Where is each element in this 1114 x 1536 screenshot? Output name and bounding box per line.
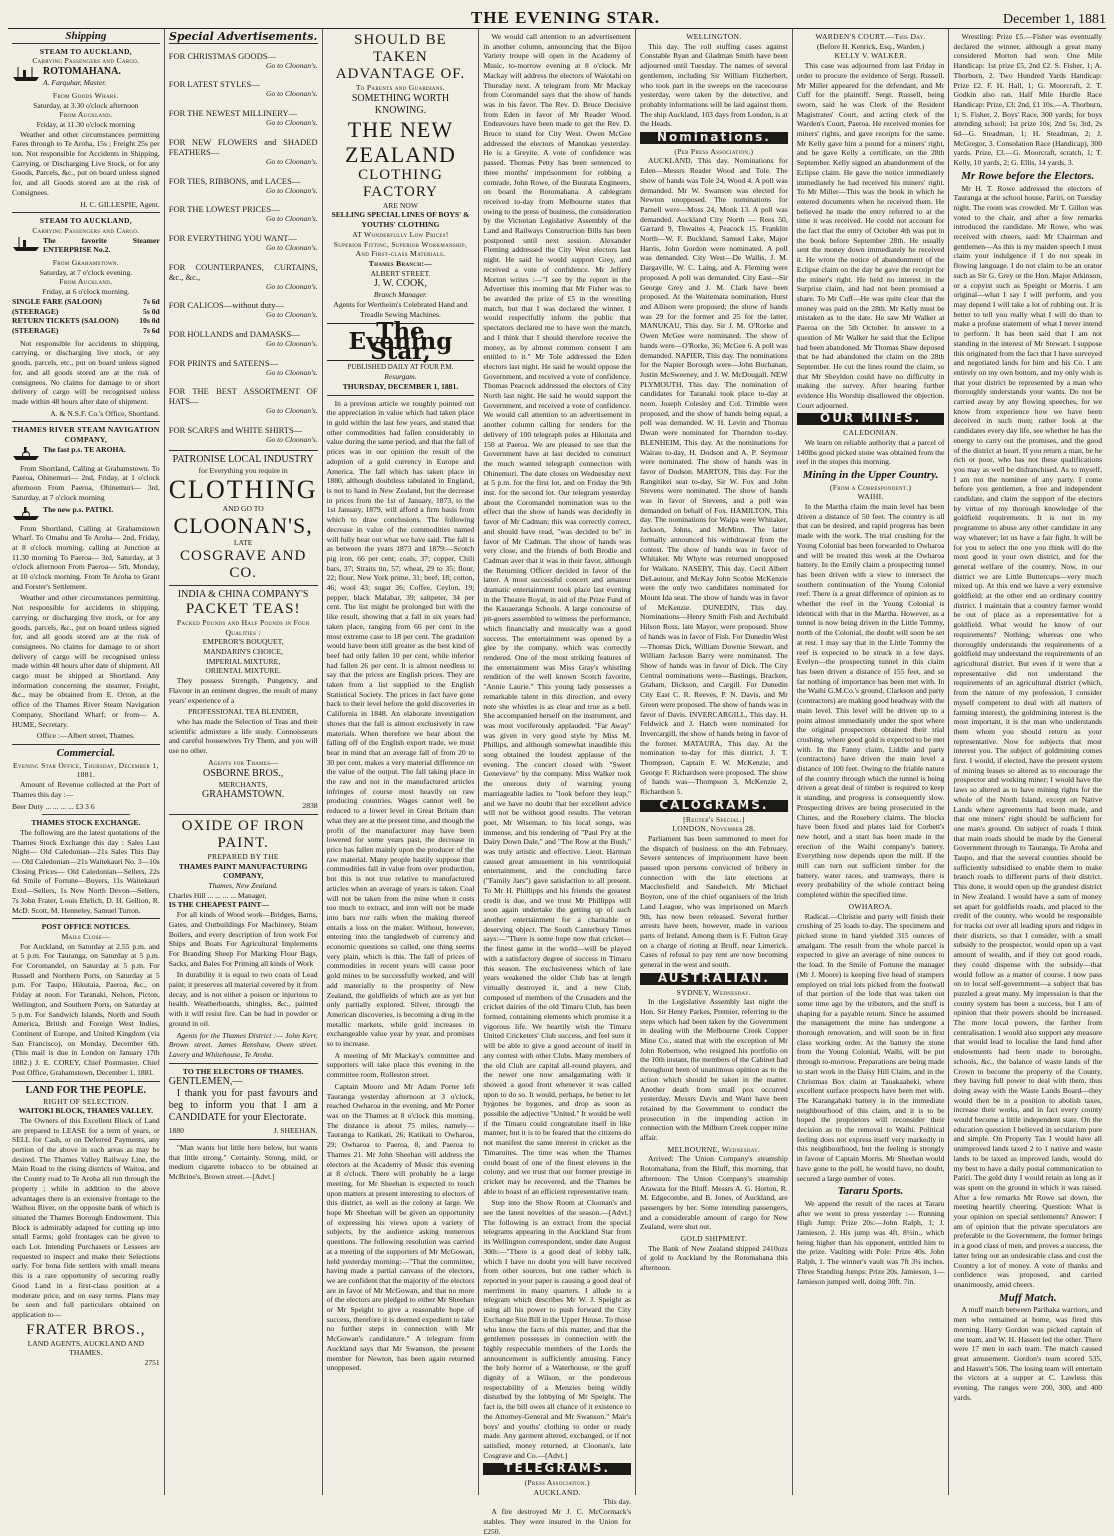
leader-article: In a previous article we roughly pointed out the appreciation in value which had taken place in gold within the last few years, and stated that other commodities had fallen considerably in value during the same period, and that the fall of prices was in our opinion the result of the adoption of a gold currency in Europe and America. The fall which has taken place in 1880, although doubtless tabulated in England, is not to hand in New Zealand, but the decrease in prices from the 1st of January, 1873, to the 1st January, 1879, will afford a firm basis from which to draw conclusions. The following decrease in value of the commodities named will fully bear out what we have said. The fall is as between the years 1873 and 1879:—Scotch pig iron, 66 per cent; coals, 37; copper, Chili bars, 37; Straits tin, 57; wheat, 29 to 35; flour, 22; flour, New York prime, 31; beef, 18; cotton, 46; wool 43; sugar 26; Coffee, Ceylon, 19; pepper, black Malabar, 39; saltpeter, 34 per cent. The list might be prolonged but with the like result, showing that a fall in six years had taken place, ranging from 66 per cent in the most extreme case to 18 per cent. The gradation would have been still greater as the best kind of beef had only fallen 10 per cent, while inferior had fallen 26 per cent. It is almost needless to say that the prices are English prices. They are taken from a list supplied to the English Statistical Society. The prices in fact have gone back to their level before the gold discoveries in California in 1848. An elaborate investigation shows that the fall is almost exclusively in raw materials. When therefore we hear about the falling off of the English export trade, we must bear in mind that an average fall of from 20 to 30 per cent. makes a very material difference on the value of the output. The fall taking place in the raw and not in the manufactured articles infringes of course most heavily on raw producing countries. Wages cannot well be reduced to a lower level in Great Britain than what they are at the present time, and though the profit of the manufacturer may have been lowered for some years past, the decrease in price has fallen mainly upon the producer of the raw material. Many people hastily suppose that commodities fall in value from over production, but this is not true relative to manufactured articles when an average of years is taken. Coal will not be taken from the mine when it costs too much to extract, and iron will not be made into bars nor rails when the making thereof entails a loss on the maker. Without, however, entering into the tangledweb of currency and economic questions so called, one thing seems very plain, which is this. The fall of prices of commodities in recent years will cause poor gold mines to be successfully worked, and will add materially to the prosperity of New Zealand, the goldfields of which are as yet but only partially explored. Silver, through the American discoveries, is becoming a drug in the metallic markets, while gold increases in exchangeable value year by year, and promises so to increase. [326,398,475,1049]
electors-heading: TO THE ELECTORS OF THAMES. [182,1066,304,1076]
divider [12,918,160,919]
clothing-factory-heading: CLOTHING FACTORY [358,166,443,200]
steam-notice-heading: STEAM TO AUCKLAND, [39,216,132,226]
departure-label: From Goods Wharf. [52,90,119,100]
ship-agent: A. & N.S.F. Co.'s Office, Shortland. [50,408,160,418]
steam-notice-heading: THAMES RIVER STEAM NAVIGATION COMPANY, [12,425,160,445]
dateline-wellington: WELLINGTON. [686,32,742,41]
evening-star-nameplate: The Evening Star, [327,323,475,360]
cablegram-text: Parliament has been summoned to meet for the dispatch of business on the 4th February. Severe sentences of imprisonment have been passed upon persons convicted of bribery in connection with the late elections at Macclesfield and Sandwich. Mr Michael Boyton, one of the chief organisers of the Irish Land League, who was imprisoned on March 9th, has now been released. Several further arrests have been, however, made in various parts of Ireland. Among them is F. Fulton Gray on a charge of rioting at Bruff, near Limerick. Cases of refusal to pay rent are now becoming general in the west and south. [640,833,788,970]
ship-notice-text: From Shortland, Calling at Grahamstown. To Paeroa, Ohinemuri— 2nd, Friday, at 1 o'clock afternoon From Paeroa, Ohinemuri— 3rd, Saturday, at 7 o'clock morning [12,463,160,502]
tea-text: who has made the Selection of Teas and their scientific admixture a life study. Connoisseurs and careful housewives Try Them, and you will use no other. [168,716,318,756]
packet-teas-heading: PACKET TEAS! [185,600,301,617]
owharoa-text: Radical.—Christie and party will finish their crushing of 25 loads to-day. The specimens and picked stone in hand yielded 315 ounces of amalgam. The result from the whole parcel is expected to give an average of nine ounces to the load. In the Smile of Fortune the manager (Mr J. Moore) is keeping five head of stampers employed on trial lots picked from the footwall of that portion of the lode that was taken out some time ago by the tributers, and the stuff is shaping for a payable return. Since he assumed the management the mine has undergone a thorough renovation, and will soon be in first class working order. At the battery the stone from the Young Colonial, Waihi, will be put through to-morrow. Preparations are being made to start work in the Daisy Hill Claim, and in the Christmas Box claim at Tauakaaheki, where excellent surface prospects have been met with. The Karangahaki battery is in the immediate neighbourhood of this claim, and it is to be hoped the proprietors will reconsider their decision as to the removal to Waihi. Political feeling does not express itself very markedly in this neighbourhood, but the feeling is strongly in favour of Captain Morris. Mr Sheehan would have gone to the poll, he would have, no doubt, secured a large number of votes. [796,911,945,1183]
rowe-text: Mr H. T. Rowe addressed the electors of Tauranga at the school house, Pariri, on Tuesday night. The room was crowded. Mr T. Gillon was voted to the chair, and after a few remarks introduced the candidate. Mr Rowe, who was received with cheers, said: Mr Chairman and gentlemen—As this is my maiden speech I must claim your indulgence if I do not speak in flowing language. I do not claim to be an orator such as Sir G. Grey or the Hon. Major Atkinson, or a copyist such as Speight or Morris. I am original—what I say I will perform, and you may depend I will take a lot of rubbing out. It is better to tell you really what I will do than to make a profuse statement of what I never intend to perform. It has been said that I am not standing in the interest of Mr Stewart. I suppose this originated from the fact that I have surveyed and negotiated lands for him and his Co. I am entirely on my own bottom, and my only wish is that your district be represented by a man who thoroughly understands your wants. Do not be carried away by any flowing speeches, for we know from experience how we have been deceived in such men; rather look at the candidates every day life, see whether he has the energy to carry out the promises, and the good of the district at heart. If you return a man, be he rich or poor, who has not these qualifications you may as well be disfranchised. As to myself, I am not the nominee of any party. I come before you gentlemen, a free and independent candidate, and claim the support of the electors by virtue of my thorough knowledge of the goldfield requirements. It is not in my programme to abuse any other candidate in any way whatever; let us have a fair fight. It will be for you to select the one you think will do the most good in your own district, and for the general welfare of the country. Now, in our district we are Little Buttercups—very much mixed up. At this end we have a very extensive goldfield; at the other end an ordinary country district. I maintain that a country farmer would be out of place as a representative for a goldfield. What would he know of our requirements? Nothing; whereas one who thoroughly understands the requirements of a goldfield may understand the requirements of an agricultural district. But even if it were that a representative did not understand the requirements of an agricultural district (which, from the nature of my profession, I consider myself competent to deal with all matters of farming interest), the goldmining interest is the most important, it is the man who understands them whom you should return as your representative. Now for subjects that most interest you. The subject of goldmining comes first. I would, if elected, have the present system of mining leases so altered as to encourage the prospector and working miner; I would have the laws so altered as to have mining rights for the whole of the North Island, except on Native Lands where agreements had been made, and that one miners' right should be sufficient for one man's ground. On subject of roads I think that main roads should be made by the General Government through to Tauranga, Te Aroha and Taupo, and that the several counties should be sufficiently subsidised to enable them to make branch roads to different parts of their district. This done, it would open up the grandest district in New Zealand. I would have a sum of money set apart for goldfields roads, and placed to the credit of the county, who would be responsible for tracks cut over all leading spurs and ridges in their districts, so that I consider, with a small subsidy to the prospector, would open up a vast amount of wealth, and if they cut good roads, they could dispense with the subsidy—that would follow as a matter of course. I now pass on to local self-government—a subject that has puzzled a great many. My impression is that the county system has been a success, but I am of opinion that their powers should be increased. The more local powers, the farther from centralisation. I would also support any measure that would lead to localise the land fund after endowments had been made to boroughs, schools, &c., the balance of waste lands of the Crown to become the property of the County, they having full power to deal with them, thus doing away with the Waste Lands Board—they would then be in a position to abolish taxes, increase their works, and in fact every county would become a little independent state. On the education question I believed in secularism pure and simple. On Property Tax I would have all unimproved lands taxed 2 to 1 native and waste lands to be taxed as improved lands, would do my best to have a daily postal communication to Pariri. The gold duty I would retain as long as it was spent on the ground in which it was raised. After a few remarks Mr Rowe sat down, the meeting heartily cheering. Question: What is your opinion on special settlements? Answer: I am of opinion that the private speculators are preferable to the Government, the former brings in a good class of men, and proves a success, the latter bring out an undesirable class and cost the Country a lot of money. A vote of thanks and confidence was proposed, and carried unanimously, amid cheers. [953,183,1103,1289]
ship-master: A. Farquhar, Master. [43,78,107,88]
goto-item: FOR THE NEWEST MILLINERY— Go to Cloonan's. [168,108,318,128]
mining-upper-country-heading: Mining in the Upper Country. [802,468,939,481]
divider [169,1139,318,1140]
column-electors [949,29,1106,1495]
divider [12,1081,160,1082]
india-china-heading: INDIA & CHINA COMPANY'S [177,588,309,600]
superior-line: Superior Fitting, Superior Workmanship, And First-class Materials. [333,239,468,259]
cosgrave-heading: COSGRAVE AND CO. [179,547,307,581]
land-advert-subheading: RIGHT OF SELECTION. [43,1096,129,1106]
fare-row: SINGLE FARE (SALOON) 7s 6d [12,296,160,306]
ship-notice-text: From Shortland, Calling at Grahamstown Wharf. To Omahu and Te Aroha— 2nd, Friday, at 8 o'clock morning, calling at Junction at 11.30 morning To Paeroa— 3rd, Saturday, at 3 o'clock afternoon From Paeroa— 5th, Monday, at 10 o'clock morning. From Te Aroha to Grant and Forster's Settlement. [12,523,160,591]
advert-number: 2838 [302,801,318,811]
fare-table [12,297,160,336]
steam-notice-heading: STEAM TO AUCKLAND, [39,46,132,56]
divider [12,212,160,213]
new-zealand-heading: THE NEW ZEALAND [345,116,456,167]
dateline-london: LONDON, November 28. [672,824,756,834]
waitoki-text: The Owners of this Excellent Block of Land are prepared to LEASE for a term of years, or SELL for Cash, or on Deferred Payments, any portion of the above in such areas as may be desired. The Thames Valley Railway Line, the Main Road to the rising districts of Waitoa, and the County road to Te Aroha all run through the property ; while in addition to the above advantages there is an extensive frontage to the Waihou River, on the opposite bank of which is situated the Thames Borough Endowment. This Block is admirably adapted for cutting up into small Farms; gold frontages can be given to each Lot. Intending Purchasers or Lessees are requested to inspect and make their Selections early. For bona fide settlers with small means this is a rare opportunity of securing really Good Land in a first-class position at a moderate price, and on easy terms. Plans may be seen and full particulars obtained on application to— [12,1115,160,1319]
telegrams-heading: TELEGRAMS. [483,1463,631,1475]
reuter-label: [Reuter's Special.] [683,814,745,824]
telegram-text: A fire destroyed Mr J. C. McCormack's stables. They were insured in the Union for £250. [483,1507,632,1536]
dateline-sydney: SYDNEY, Wednesday. [676,987,752,997]
departure-label: From Auckland. [59,110,113,120]
departure-time: Saturday, at 7 o'clock evening. [39,267,133,277]
wardens-court-text: This case was adjourned from last Friday in order to procure the evidence of Sergt. Russell. Mr Miller appeared for the defendant, and Mr Cuff for the plaintiff. Sergt. Russell, being sworn, said he was Clerk of the Resident Magistrates' Court, and acting clerk of the Warden's Court, Paeroa. He received monies for miners' rights, and gave receipts for the same. Mr Kelly gave him a pound for a miners' right, and he gave Kelly a certificate, on the 28th September. Kelly signed an abandonment of the Eclipse claim. He gave the notice immediately immediately he had received his miners' right. To Mr Miller—This was the book in which he entered documents when he received them. He believed he made the entry referred to at the time it was received. He could not account for the fact that the entry of October 4th was put in the book before September 28th. He usually sent the money down immediately he received it. He wrote the notice of abandonment of the Eclipse claim on the day he gave the receipt for the miner's right. He held no interest in the Surprise claim, and had not been promised a share. To Mr Cuff—He was quite clear that the money was paid on the 28th. Mr Kelly must be mistaken as to the date. He saw Mr Walker at Paeroa on the 5th October. In answer to a question of Mr Walker he said that the Eclipse had been abandoned. Mr Thomas Shaw deposed that he had abandoned the claim on the 28th September. He cut the lines round the claim, so that Mr Sheyldon could have no difficulty in making the survey. After hearing further evidence His Worship disallowed the objection. Court adjourned. [796,61,945,410]
branch-manager-title: Branch Manager. [373,290,428,300]
post-office-subheading: Mails Close— [61,931,111,941]
ship-notice-text: Weather and other circumstances permitting. Not responsible for accidents in shipping, carrying, or discharging live stock, or for any goods, parcels, &c., put on board unless signed for, and all goods stored are at the risk of consignees. No claims for damage to or short delivery of cargo will be recognised unless made within 48 hours after date of shipment. All cargo must be shipped at Shortland. Any information concerning the steamer, Freight, &c., may be obtained from E. Orton, at the office of the Thames River Steam Navigation Company, Shortland Wharf; or from— A. HUME, Secretary. [12,593,160,729]
paint-agents: Agents for the Thames District :— John Kerr, Brown street. James Renshaw, Owen street. Lavery and Whitehouse, Te Aroha. [168,1030,318,1059]
land-advert-heading: LAND FOR THE PEOPLE. [25,1084,147,1096]
paint-place: Thames, New Zealand. [208,881,278,891]
published-line: PUBLISHED DAILY AT FOUR P.M. [347,362,454,371]
tobacco-advert: "Man wants but little here below, but wants that little strong." Certainly. Strong, mild, or medium cigarette tobacco to be obtained at McBrine's, Brown street.—[Advt.] [168,1143,318,1182]
local-news: We would call attention to an advertisement in another column, announcing that the Bijou Variety troupe will open in the Academy of Music, to-morrow evening at 8 o'clock. Mr Mackay will address the electors of Waiotahi on Thursday next. A telegram from Mr Mackay from Coromandel says that the show of hands was in his favor. The Rev. D. Bruce Decisive from Eden in favor of Mr Reader Wood. Endeavours have been made to get the Rev. D. Bruce to stand for City West. Owen McGee addressed the electors of Manukau yesterday. He is a Greyite. A vote of confidence was passed. Thomas Petty has been sentenced to three months' imprisonment for robbing a comrade, John Rowe, of the Buurata Engineers, on board the Rotomahana. A cablegram received to-day from Melbourne states that owing to the press of business, the consideration by the Victorian Legislative Assembly of the Land and Railways Construction Bills has been postponed until next session. Alexander Fleming addressed the City West electors last night. He said he would support Grey, and received a vote of confidence. Mr Jeffery Morton writes :—"I see by the report in the Advertiser this morning that Mr Fisher was to be awarded the prize of £5 in the wrestling match, but that I was declared the winner. I would respectfully inform the public that spectators declared me to have won the match, and I think that I should therefore receive the money, as by almost common consent I am entitled to it." Mr Tole addressed the Eden electors last night. He said he would oppose the Government, and received a vote of confidence. Thomas Peacock addressed the electors of City North last night. He said he would support the Government, and received a vote of confidence. We would call attention to an advertisement in another column calling for tenders for the delivery of 100 telegraph poles at Hikutaia and 150 at Paeroa. We are pleased to see that the Government have at last decided to construct the much wanted telegraph connection with Ohinemuri. The date closes on Wednesday next at 5 p.m. for the first lot, and on Friday the 9th inst. for the second lot. Our telegram yesterday about the Coromandel nomination was to the effect that the show of hands was decidedly in favor of Mr Cadman; this was correctly correct, and should have read, "was decided to be" in favor of Mr Cadman. The show of hands was very close, and the friends of both Brodie and Cadman aver that it was in their favor, although the Returning Officer decided in favor of the latter. A most successful concert and amateur dramatic entertainment took place last evening in the Theatre Royal, in aid of the Prize Fund of the Kauaeranga Schools. A large concourse of pit-goers assembled to witness the performance, which financially and musically was a good success. The entertainment was opened by a glee by the company, which was correctly rendered. One of the most striking features of the entertainment was Miss Gray's whistling rendition of the well known Scotch favorite, "Annie Laurie." This young lady possesses a remarkable talent in this direction, and every note she whistles is as clear and true as a bell. She accompanied herself on the instrument, and was most vociferously applauded. "Far Away" was given in very good style by Miss M. Phillips, and although somewhat inaudible this song obtained the loudest applause of the evening. The concert closed with "Sweet Genevieve" by the company. Miss Walker took the onerous duty of warning young marriageable ladies to "look before they leap," and we have no doubt that her excellent advice will not be without good results. The veteran poet, Mr Wiseman, to his local songs, was immense, and his rendering of "Paul Pry at the Dairy Down Dale," and "The Row at the Bush," was truly artistic and effective. Lieut. Harman caused great amusement in his ventriloquial entertainment, and the concluding farce ("Family Jars") gave satisfaction to all present. To Mr H. Phillipps and his friends the greatest credit is due, and we trust Mr Phillipps will soon again undertake the getting up of such another entertainment for a charitable or deserving object. The South Canterbury Times says:—"There is some hope now that cricket—the finest game in the world—will be played with a satisfactory degree of success in Timaru this season. The exclusiveness which of late years weakened the older Club has at length virtually destroyed it, and a new Club, composed of members of the Crusaders and the cricket dairies of the old Timaru Club, has been formed, containing elements which promise it a vigorous life. We heartily wish the Timaru United Cricketers' Club success, and feel sure it will be able to give a good account of itself in any contest with other Clubs. Many members of the old Club are capital all-round players, and the newer one now amalgamating with it showed a good front whenever it was called upon to do so. It would, perhaps, be better to let bygones be bygones, and drop as soon as possible the adjective "United." It would be well if the Timaru could congratulate itself in like manner, but it is to be feared that the citizens do not manifest the same interest in cricket as the Timaruites. The time was when the Thames could boast of one of the finest elevens in the colony, and we trust that our former prestige in cricket may be recovered, and the Thames be able to boast of an efficient representative team. [483,32,632,1196]
frater-bros-name: FRATER BROS., [26,1321,146,1338]
column-local-news [479,29,636,1536]
cloonans-goto-list [169,47,318,445]
stock-exchange-text: The following are the latest quotations of the Thames Stock Exchange this day : Sales Last Night— Old Caledonian—21s Sales This Day— Old Caledonian—21s Waitekauri No. 3—10s Closing Prices— Old Caledonian—Sellers, 22s 6d Smile of Fortune—Buyers, 11s Waitekauri Extd—Sellers, 1s New North Devon—Sellers, 7s John Frater, Louis Ehrlich, D. H. Gellion, R. McD. Scott, M. Henneley, Samuel Turton. [12,827,160,915]
fare-row: RETURN TICKETS (SALOON) 10s 0d [12,316,160,326]
divider [12,744,160,745]
paint-text: In durability it is equal to two coats of Lead paint; it preserves all material covered by it from decay, and is not either a poison or injurious to health. Weatherboards, shingles, &c., painted with it will resist fire. Can be had in powder or ground in oil. [168,970,318,1028]
prepared-by: PREPARED BY THE [207,851,279,861]
waitoki-heading: WAITOKI BLOCK, THAMES VALLEY. [18,1106,154,1116]
issue-date: THURSDAY, DECEMBER 1, 1881. [342,381,459,391]
commercial-dateline: Evening Star Office, Thursday, December 1, 1881. [13,760,159,780]
section-heading-commercial: Commercial. [56,747,116,759]
our-mines-heading: OUR MINES. [797,413,945,425]
divider [169,585,318,586]
clothing-heading: CLOTHING [168,474,318,504]
parents-line: To Parents and Guardians. [355,83,446,92]
thames-branch: Thames Branch:— [368,258,433,268]
tararu-sports-heading: Tararu Sports. [837,1185,904,1198]
patronise-line: for Everything you require in [198,465,288,475]
ship-notice-text: Not responsible for accidents in shipping, carrying, or discharging live stock, or any goods, parcels, etc., put on board unless signed for, and all goods stored are at the risk of consignees. No claims for damage to or short delivery of cargo will be recognised unless made within 48 hours after date of shipment. [12,338,160,406]
melbourne-text: Arrived: The Union Company's steamship Rotomahana, from the Bluff, this morning, that afternoon: The Union Company's steamship Arawata for the Bluff. Messrs A. G. Horton, R. M. Edgecombe, and B. Jones, of Auckland, are passengers by her. Some intending passengers, and a considerable amount of cargo for New Zealand, were shut out. [640,1154,788,1232]
grahamstown-label: GRAHAMSTOWN. [201,789,285,801]
paint-manager: Charles Hill ... ... ... ... Manager, [168,890,267,900]
column-nominations [636,29,793,1495]
are-now: ARE NOW [382,200,419,210]
steam-notice-subheading: Carrying Passengers and Cargo. [32,225,140,235]
divider [12,421,160,422]
commercial-text: Amount of Revenue collected at the Port of Thames this day :— [12,780,160,799]
goto-item: FOR TIES, RIBBONS, and LACES— Go to Cloonan's. [168,175,318,195]
ship-advert [12,445,160,461]
calograms-heading: CALOGRAMS. [640,800,788,812]
ship-name: The fast p.s. TE AROHA. [43,444,126,454]
nominations-heading: Nominations. [640,132,788,144]
patronise-heading: PATRONISE LOCAL INDUSTRY [172,453,314,465]
ship-agent: H. C. GILLESPIE, Agent. [80,199,160,209]
gold-shipment-text: The Bank of New Zealand shipped 2410ozs of gold to Auckland by the Rotomahana this afternoon. [640,1243,788,1273]
steamship-icon [12,66,40,82]
correspondent-label: (From a Correspondent.) [829,482,912,492]
paint-uses: For all kinds of Wood work—Bridges, Barns, Gates, and Outbuildings For Machinery, Steam Boilers, and every description of Iron work For Ships and Boats For Agricultural Implements For Branding Sheep For Marking Flour Bags, Sacks, and Bales For Priming all kinds of Work [168,910,318,968]
waihi-heading: WAIHI. [857,492,884,502]
column-special-advertisements [165,29,323,1495]
wertheim-line: Agents for Wertheim's Celebrated Hand and Treadle Sewing Machines. [333,300,468,319]
mining-text: In the Martha claim the main level has been driven a distance of 50 feet. The country is all that can be desired, and rapid progress has been made with the work. The trial crushing for the Young Colonial has been forwarded to Owharoa and will be treated this week at the Owharoa battery. In the Emily claim a prospecting tunnel has been driven with a view to intersect the southern continuation of the Young Colonial reef. There is a great difference of opinion as to whether the reef in the Young Colonial is identical with that in the Martha. However, as a tunnel is now being driven in the Little Tommy, north of the Colonial, the doubt will soon be set at rest. I may say that in the Little Tommy the reef is expected to be struck in a few days. Evelyn—the prospecting tunnel in this claim has been driven a distance of 155 feet, and so far nothing of importance has been met with. In the Waihi G.M.Co.'s ground, Clarkson and party (contractors) are making good headway with the main level. This level will be driven up to a point almost immediately under the spot where the original prospectors obtained their trial crushing, where good gold is expected to be met with. In the Fanny claim, Liddle and party (contractors) have driven the main level a distance of 100 feet. Owing to the friable nature of the country through which the tunnel is being driven a great deal of timber is required to keep it standing, and progress is consequently slow. Prospecting drives are being prosecuted in the Clunes, and the Rosebery claims. The blocks have been fixed and plates laid for Corbett's new hotel, and a start has been made in the erection of the Waihi company's battery. Everything now depends upon the mill. If the mill can turn out sufficient timber for the battery, water races, and tramways, there is every probability of the whole contract being completed within the specified time. [796,502,945,900]
and-go-to: AND GO TO [222,503,264,513]
tea-variety: IMPERIAL MIXTURE, [206,656,281,666]
this-day: This day. [603,1497,632,1507]
goto-item: FOR CALICOS—without duty— Go to Cloonan's. [168,300,318,320]
goto-item: FOR CHRISTMAS GOODS— Go to Cloonan's. [168,50,318,70]
ship-name: The favorite Steamer ENTERPRISE No.2. [43,235,160,255]
departure-label: From Auckland. [59,277,113,287]
goto-item: FOR THE BEST ASSORTMENT OF HATS— Go to Cloonan's. [168,386,318,416]
ship-advert [12,236,160,255]
tea-variety: ORIENTAL MIXTURE. [205,666,281,676]
merchants-label: MERCHANTS, [218,779,268,789]
tararu-sports-text: We append the result of the races at Tararu after we went to press yesterday :— Running High Jump: Prize 20s:—John Ralph, 1; J. Jamieson, 2. His jump was 4ft. 8½in., which being higher than his opponent, entitled him to the prize. Vaulting with Pole: Prize 40s. John Ralph, 1. The winner's vault was 7ft 3¼ inches. Three Standing Jumps: Prize 20s. Jamieson, 1—Jamieson jumped well, doing 30ft. 7in. [796,1198,945,1286]
news-paragraph: Captain Moore and Mr Adam Porter left Tauranga yesterday afternoon at 3 o'clock, reached Owharoa in the evening, and Mr Porter was on the Thames at 8 o'clock this morning. The distance is about 75 miles, namely—Tauranga to Katikati, 26; Katikati to Owharoa, 29; Owharoa to Paeroa, 8, and Paeroa to Thames 21. Mr John Sheehan will address the electors at the Academy of Music this evening at 8 o'clock. There will probably be a large meeting, for Mr Sheehan is expected to touch upon matters at present interesting to electors of this district, as well as the colony at large. We hope Mr Sheehan will be given an opportunity of expressing his views upon a variety of subjects, by the audience asking numerous questions. The following resolution was carried at a meeting of the supporters of Mr McGowan, held yesterday morning:—"That the committee, having made a partial canvass of the electors, we are confident that the majority of the electors are in favor of Mr McGowan, and that no more of the electors are pledged to either Mr Sheehan or Mr Speight to give a reasonable hope of success, therefore it is deemed expedient to take no further steps in connection with Mr McGowan's candidature." A telegram from Auckland says that Mr Swanson, the present member for Newton, has been again returned unopposed. [326,1081,475,1373]
case-title: KELLY V. WALKER. [834,51,907,61]
caledonian-heading: CALEDONIAN. [843,428,899,438]
telegram-text: This day. The roll stuffing cases against Constable Ryan and Gladman Smith have been adjourned until Tuesday. The names of several gentlemen, including Sir William Fitzherbert, who took part in the sweeps on the racecourse yesterday, were taken by the detective, and probably informations will be laid against them. The ship Auckland, 103 days from London, is at the Heads. [640,41,788,129]
departure-label: From Grahamstown. [52,258,119,268]
frater-bros-sub: LAND AGENTS, AUCKLAND AND THAMES. [27,1338,145,1358]
masthead [8,6,1106,29]
news-paragraph: A meeting of Mr Mackay's committee and supporters will take place this evening in the committee room, Rolleston street. [326,1050,475,1080]
goto-item: FOR EVERYTHING YOU WANT— Go to Cloonan's. [168,232,318,252]
post-office-text: For Auckland, on Saturday at 2.55 p.m. and at 5 p.m. For Tauranga, on Saturday at 5 p.m. For Coromandel, on Saturday at 5 p.m. For Russell and Northern Ports, on Saturday at 5 p.m. For Taupo, Hikutaia, Paeroa, &c., on Friday at noon. For Taranaki, Nelson, Picton, Wellington, and Southern Ports, on Saturday at 5 p.m. For Sandwich Islands, North and South America, British and Foreign West Indies, Continent of Europe, and United Kingdom (via San Francisco), on Monday, December 6th. (This mail is due in London on January 17th 1882.) J. E. COREY, Chief Postmaster. Chief Post Office, Grahamstown, December 1, 1881. [12,941,160,1077]
goto-item: FOR PRINTS and SATEENS— Go to Cloonan's. [168,357,318,377]
press-association-label: (Per Press Association.) [674,146,754,156]
ship-name: The new p.s. PATIKI. [43,504,114,514]
column-shipping [8,29,165,1495]
something-worth-knowing: SOMETHING WORTH KNOWING. [351,92,450,116]
ship-advert [12,505,160,521]
rowe-heading: Mr Rowe before the Electors. [961,169,1095,182]
divider [42,814,131,815]
steamship-icon [12,236,40,252]
ship-notice-text: Weather and other circumstances permitting Fares through to Te Aroha, 15s ; Freight 25s per ton. Not responsible for Accidents in Shipping, Carrying, or Discharging Live Stock, or for any Goods, Parcels, &c., put on board unless signed for, and all Goods stored are at the risk of Consignees. [12,129,160,197]
australian-text: In the Legislative Assembly last night the Hon. Sir Henry Parkes, Premier, referring to the steps which had been taken by the Government in dealing with the Melbourne Creek Copper Mine Co., stated that with the exception of Mr John Robertson, who resigned his portfolio on the 10th instant, the members of the Cabinet had throughout been of unanimous opinion as to the action which should be taken in the matter. Another death from small pox occurred yesterday. Messrs Davis and Want have been retained by the Government to conduct the prosecution in the impending action in connection with the Milburn Creek copper mine affair. [640,997,788,1143]
beer-duty-line: Beer Duty ... ... ... ... £3 3 6 [12,801,95,811]
cheapest-paint: IS THE CHEAPEST PAINT— [168,900,269,910]
departure-time: Saturday, at 3.30 o'clock afternoon [33,100,139,110]
should-be-taken-heading: SHOULD BE TAKEN ADVANTAGE OF. [335,32,466,82]
sports-results: Wrestling: Prize £5.—Fisher was eventually declared the winner, although a great many considered Morton had won. One Mile Handicap: 1st prize £5, 2nd £2. S. Fisher, 1; A. Thorburn, 2. Two Hundred Yards Handicap: Prize £2. F. H. Hall, 1; G. Moorcraft, 2. T. Godkin also ran. Half Mile Hurdle Race Handicap: Prize, £3; 2nd, £1 10s.—A. Thorburn, 1; S. Fisher, 2. Boys' Race, 300 yards; for boys attending school; 1st prize 10s; 2nd 5s; 3rd, 2s 6d—G. Steadman, 1; H. Steadman, 2; J. McGregor, 3. Consolation Race (Handicap), 300 yards. Prize, £3.—G. Moorcraft, scratch, 1; T. Kelly, 10 yards, 2; G. Ellis, 14 yards, 3. [953,32,1103,168]
oxide-paint-heading: OXIDE OF IRON PAINT. [181,817,305,851]
press-association-label: (Press Association.) [524,1478,590,1488]
paddle-steamer-icon [12,505,40,521]
late-label: LATE [233,538,253,548]
wardens-court-before: (Before H. Kenrick, Esq., Warden.) [816,41,925,51]
goto-item: FOR LATEST STYLES— Go to Cloonan's. [168,79,318,99]
australian-heading: AUSTRALIAN. [640,973,788,985]
steam-notice-subheading: Carrying Passengers and Cargo. [32,56,140,66]
column-leader [323,29,480,1495]
column-wardens-court [793,29,950,1495]
ship-advert [12,66,160,88]
motto: Resurgam. [384,372,417,382]
tea-text: They possess Strength, Pungency, and Flavour in an eminent degree, the result of many years' experience of a [168,676,318,705]
osborne-bros: OSBORNE BROS., [203,767,284,779]
masthead-date: December 1, 1881 [1002,12,1106,27]
goto-item: FOR COUNTERPANES, CURTAINS, &c., &c., Go to Cloonan's. [168,261,318,291]
section-heading-special-ads: Special Advertisements. [169,30,318,43]
section-heading-shipping: Shipping [12,32,160,44]
divider [169,450,318,451]
tea-variety: MANDARIN'S CHOICE, [203,647,283,657]
agents-label: Agents for Thames— [208,757,279,767]
owharoa-heading: OWHAROA. [848,901,893,911]
fare-row: (STEERAGE) 5s 0d [12,306,160,316]
caledonian-text: We learn on reliable authority that a parcel of 140lbs good picked stone was obtained from the reef in the stopes this morning. [796,437,945,467]
columns [8,29,1106,1536]
packed-line: Packed Pounds and Half Pounds in Four Qualities : [176,617,310,637]
tea-variety: EMPEROR'S BOUQUET, [202,637,284,647]
fare-row: (STEERAGE) 7s 6d [12,325,160,335]
divider [169,814,318,815]
local-news: Step into the Show Room at Cloonan's and see the latest novelties of the season.—[Advt.] The following is an extract from the special telegrams appearing in the Auckland Star from its Wellington correspondent, under date August 30th:—"There is a good deal of lobby talk, which I have no doubt you will have received from other sources, but one rather which is reported in your paper is causing a good deal of merriment in many quarters. I allude to a telegram which describes Mr W. J. Speight as using all his power to push forward the City Exchange Site Bill in the Upper House. To those who know the facts of this matter, and that the gentlemen possesses in connection with the highly respectable members of the Lords the announcement is sufficiently amusing. Fancy the holy horror of a Waterhouse, or the gruff dignity of a Wilson, or the ponderous respectability of a Menzies being wildly disturbed by the lobbying of Mr Speight. The fact is, the bill owes all chance of it existence to the Attorney-General and Mr Swanson." Mair's boys' and youths' clothing to order or ready made. Any garment altered, exchanged, or if not satisfied, money returned, at Cloonan's, late Cosgrave and Co.—[Advt.] [483,1198,632,1460]
sheehan-address: I thank you for past favours and beg to inform you that I am a CANDIDATE for your Electorate. [168,1088,318,1124]
gentlemen-salutation: GENTLEMEN,— [168,1076,243,1088]
goto-item: FOR SCARFS and WHITE SHIRTS— Go to Cloonan's. [168,425,318,445]
cloonans-heading: CLOONAN'S, [173,513,313,539]
dateline-melbourne: MELBOURNE, Wednesday. [667,1144,761,1154]
paint-company: THAMES PAINT MANUFACTURING COMPANY, [178,861,308,881]
sheehan-signature: 1880 J. SHEEHAN. [168,1126,318,1136]
ship-name: ROTOMAHANA. [43,66,121,78]
stock-exchange-heading: THAMES STOCK EXCHANGE. [31,818,141,828]
branch-manager-name: J. W. COOK, [373,278,427,290]
goto-item: FOR HOLLANDS and DAMASKS— Go to Cloonan's. [168,329,318,349]
gold-shipment-heading: GOLD SHIPMENT. [680,1234,748,1244]
goto-item: FOR NEW FLOWERS and SHADED FEATHERS— Go to Cloonan's. [168,136,318,166]
dateline-auckland: AUCKLAND. [533,1487,581,1497]
divider [327,395,475,396]
masthead-title: THE EVENING STAR. [470,8,661,27]
muff-match-heading: Muff Match. [998,1291,1057,1304]
divider [169,1063,318,1064]
nominations-text: AUCKLAND, This day. Nominations for Eden—Messrs Reader Wood and Tole. The show of hands was Tole 24, Wood 4. A poll was demanded. Mr W. Swanson was elected for Newton unopposed. The nominations for Parnell were—Moss 24, Monk 13. A poll was demanded. Auckland City North — Rees 50, Garrard 9, Thwaites 4, Peacock 15. Franklin North—W. F. Buckland, Samuel Lake, Major Harris, John Gordon were nominated. A poll was demanded. City West—De Wallis, J. M. Dargaville, W. C. Laing, and A. Fleming were proposed. A poll was demanded. City East—Sir George Grey and J. M. Clark have been proposed. At the Waitemata nomination, Hurst and Allison were proposed; the show of hands was 29 for the former and 25 for the latter. MANUKAU, This day. Sir J. M. O'Rorke and Owen McGee were nominated. The show of hands were—O'Rorke, 36; McGee 6. A poll was demanded. NAPIER, This day. The nominations for the Napier Borough were—John Buchanan, Justin McSweeney, and J. W. McDougall. NEW PLYMOUTH, This day. The nomination of candidates for Taranaki took place to-day at noon. Joseph Colesley and Col. Trimble were proposed, and the show of hands being equal, a poll was demanded. W. H. Levin and Thomas Dwan were nominated for Thorndon to-day. BLENHEIM, This day. At the nominations for Wairau to-day, H. Dodson and A. P. Seymour were nominated. The show of hands was in favor of Dodson. MARTON, This day. For the Rangitikei seat to-day, Sir W. Fox and John Stevens were nominated. The show of hands was in favor of Stevens, and a poll was demanded on behalf of Fox. HAMILTON, This day. The nominations for Waipa were Whitaker, Jackson, Johns, and McMinn. The latter formally announced his withdrawal from the contest. The show of hands was in favor of Whitaker. Mr Whyte was returned unopposed for Waikato. NASEBY, This day. Cecil Albert DeLautour, and McKay John Scobie McKenzie were the only two candidates nominated for Mount Ida seat. The show of hands was in favor of McKenzie. DUNEDIN, This day. Nominations—Henry Smith Fish and Archibald Hilson Ross, late Mayor, were proposed. Show of hands was in favor of Fish. For Dunedin West—Thomas Dick, William Downie Stewart, and William Jackson Barry were nominated. The Show of hands was in favor of Dick. The City Central nominations were—Bastings, Bracken, Graham, Dickson, and Cargill. For Dunedin City East C. R. Reeves, P. N. Davis, and Mr Green were proposed. The show of hands was in favor of Davis. INVERCARGILL, This day. H. Feldwick and J. Hatch were nominated for Invercargill, the show of hands being in favor of the former. MATAURA, This day. At the nomination to-day for this district, J. T. Thompson, Captain F. W. McKenzie, and George F. Richardson were proposed. The show of hands was—Thompson 3, McKenzie 2, Richardson 5. [640,156,788,797]
albert-street: ALBERT STREET. [370,268,431,278]
ship-office: Office :—Albert street, Thames. [36,731,135,741]
tea-blender: PROFESSIONAL TEA BLENDER, [187,707,299,717]
departure-time: Friday, at 6 o'clock morning. [42,287,130,297]
wardens-court-heading: WARDEN'S COURT.—This Day. [815,32,926,41]
low-prices: AT Wonderfully Low Prices! [352,229,449,239]
post-office-heading: POST OFFICE NOTICES. [41,922,130,932]
paddle-steamer-icon [12,445,40,461]
selling-line: SELLING SPECIAL LINES OF BOYS' & YOUTHS' CLOTHING [331,210,470,230]
departure-time: Friday, at 11.30 o'clock morning [36,119,136,129]
advert-number: 2751 [144,1358,160,1368]
goto-item: FOR THE LOWEST PRICES— Go to Cloonan's. [168,204,318,224]
muff-match-text: A muff match between Parihaka warriors, and men who remained at home, was fired this morning. Harry Gordon was picked captain of one team, and W. H. Hassett led the other. There were 17 men in each team. The match caused great amusement. Gordon's team scored 535, and Hassett's 506. The losing team will entertain the victors at a supper at C. Lawless this evening. The ranges were 200, 300, and 400 yards. [953,1305,1103,1402]
